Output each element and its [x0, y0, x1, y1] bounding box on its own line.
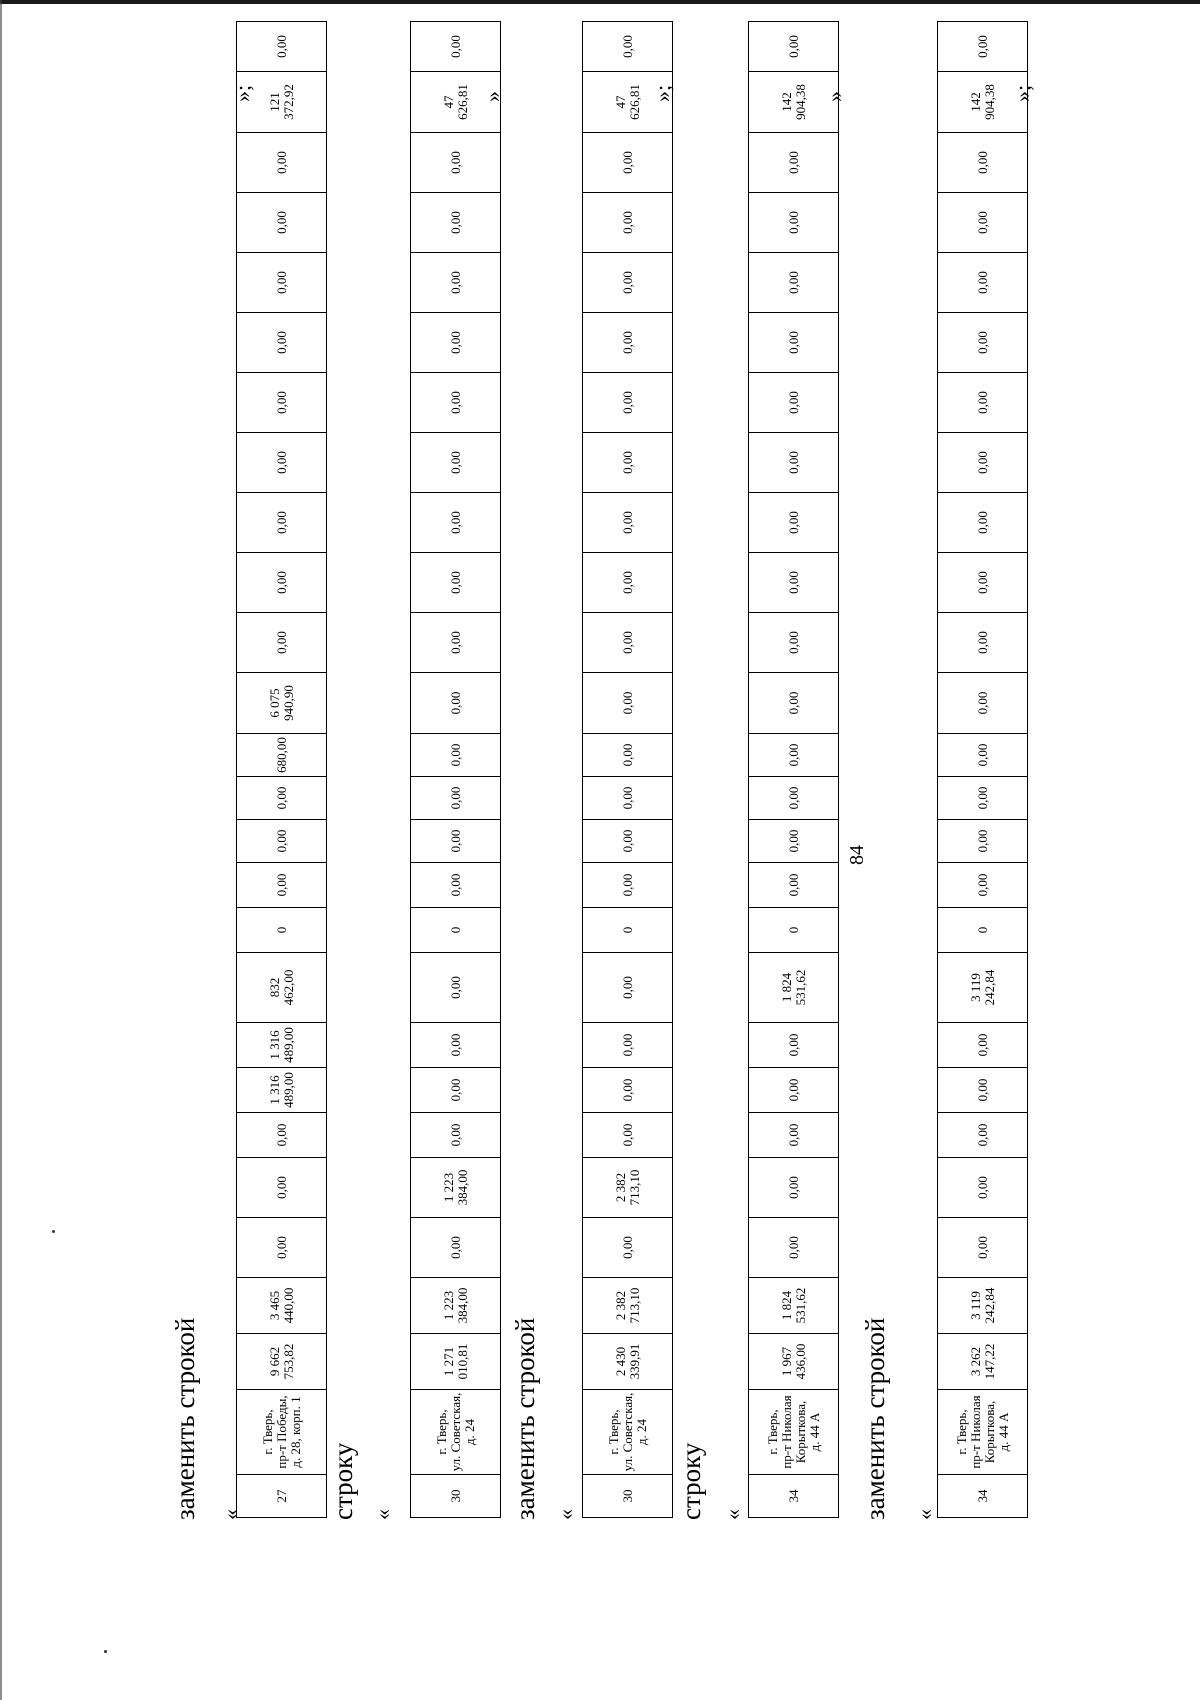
value-cell: 0,00	[749, 193, 839, 253]
value-cell: 0,00	[749, 820, 839, 863]
address-cell: г. Тверь, ул. Советская, д. 24	[411, 1390, 501, 1475]
close-quote: »;	[1010, 84, 1035, 102]
close-quote: »;	[650, 84, 675, 102]
open-quote: «	[553, 1509, 578, 1520]
value-cell: 0,00	[237, 1218, 327, 1278]
row-number-cell: 34	[749, 1475, 839, 1518]
value-cell: 0,00	[237, 253, 327, 313]
block-heading: заменить строкой	[510, 1317, 540, 1520]
value-cell: 0,00	[583, 433, 673, 493]
value-cell: 680,00	[237, 734, 327, 777]
close-quote: »	[822, 91, 847, 102]
value-cell: 0,00	[411, 734, 501, 777]
value-cell: 0,00	[411, 777, 501, 820]
value-cell: 0	[749, 908, 839, 953]
value-cell: 0,00	[411, 820, 501, 863]
value-cell: 0,00	[411, 313, 501, 373]
row-number-cell: 34	[938, 1475, 1028, 1518]
value-cell: 0,00	[237, 493, 327, 553]
value-cell: 0,00	[583, 1113, 673, 1158]
value-cell: 0,00	[411, 22, 501, 72]
value-cell: 0,00	[749, 553, 839, 613]
value-cell: 3 262 147,22	[938, 1334, 1028, 1390]
value-cell: 0,00	[938, 1113, 1028, 1158]
row-table	[410, 21, 501, 1518]
row-table	[748, 21, 839, 1518]
value-cell: 0,00	[237, 22, 327, 72]
value-cell: 0,00	[411, 1218, 501, 1278]
value-cell: 1 967 436,00	[749, 1334, 839, 1390]
value-cell: 0,00	[583, 493, 673, 553]
value-cell: 0,00	[749, 493, 839, 553]
value-cell: 0,00	[411, 193, 501, 253]
value-cell: 1 271 010,81	[411, 1334, 501, 1390]
close-quote: »;	[230, 84, 255, 102]
value-cell: 0,00	[938, 613, 1028, 673]
value-cell: 0,00	[583, 820, 673, 863]
value-cell: 0,00	[583, 313, 673, 373]
value-cell: 0,00	[411, 493, 501, 553]
value-cell: 832 462,00	[237, 953, 327, 1023]
value-cell: 0,00	[938, 433, 1028, 493]
value-cell: 0,00	[938, 493, 1028, 553]
value-cell: 0,00	[938, 820, 1028, 863]
open-quote: «	[370, 1509, 395, 1520]
value-cell: 0,00	[749, 1068, 839, 1113]
open-quote: «	[218, 1509, 243, 1520]
value-cell: 0,00	[237, 863, 327, 908]
value-cell: 0,00	[411, 863, 501, 908]
value-cell: 2 382 713,10	[583, 1158, 673, 1218]
value-cell: 0,00	[583, 553, 673, 613]
value-cell: 0,00	[938, 373, 1028, 433]
address-cell: г. Тверь, пр-т Николая Корыткова, д. 44 А	[749, 1390, 839, 1475]
value-cell: 1 824 531,62	[749, 953, 839, 1023]
open-quote: «	[912, 1509, 937, 1520]
value-cell: 0,00	[583, 1068, 673, 1113]
value-cell: 0,00	[938, 22, 1028, 72]
value-cell: 1 316 489,00	[237, 1023, 327, 1068]
value-cell: 0,00	[583, 613, 673, 673]
block-heading: строку	[328, 1442, 358, 1520]
value-cell: 0,00	[938, 673, 1028, 734]
value-cell: 0	[938, 908, 1028, 953]
value-cell: 0,00	[938, 553, 1028, 613]
value-cell: 0,00	[938, 1218, 1028, 1278]
value-cell: 0,00	[749, 373, 839, 433]
value-cell: 0,00	[237, 553, 327, 613]
value-cell: 0,00	[749, 433, 839, 493]
value-cell: 1 824 531,62	[749, 1278, 839, 1334]
table-row	[583, 22, 673, 1518]
value-cell: 0,00	[237, 1113, 327, 1158]
address-cell: г. Тверь, пр-т Николая Корыткова, д. 44 А	[938, 1390, 1028, 1475]
value-cell: 47 626,81	[411, 72, 501, 133]
value-cell: 0	[583, 908, 673, 953]
block-heading: заменить строкой	[170, 1317, 200, 1520]
value-cell: 1 223 384,00	[411, 1158, 501, 1218]
value-cell: 0,00	[583, 734, 673, 777]
row-number-cell: 30	[583, 1475, 673, 1518]
value-cell: 0,00	[583, 953, 673, 1023]
value-cell: 0,00	[583, 253, 673, 313]
value-cell: 0,00	[411, 133, 501, 193]
value-cell: 0,00	[749, 1218, 839, 1278]
value-cell: 0,00	[938, 863, 1028, 908]
value-cell: 0,00	[237, 193, 327, 253]
value-cell: 0,00	[749, 863, 839, 908]
value-cell: 0,00	[938, 1158, 1028, 1218]
table-row	[938, 22, 1028, 1518]
value-cell: 0,00	[237, 373, 327, 433]
value-cell: 0,00	[583, 1023, 673, 1068]
value-cell: 0,00	[583, 133, 673, 193]
value-cell: 0,00	[237, 613, 327, 673]
value-cell: 3 465 440,00	[237, 1278, 327, 1334]
row-table	[236, 21, 327, 1518]
value-cell: 0,00	[749, 673, 839, 734]
value-cell: 0,00	[411, 433, 501, 493]
value-cell: 3 119 242,84	[938, 953, 1028, 1023]
value-cell: 0,00	[583, 1218, 673, 1278]
value-cell: 9 662 753,82	[237, 1334, 327, 1390]
value-cell: 0,00	[749, 777, 839, 820]
value-cell: 0	[411, 908, 501, 953]
value-cell: 0,00	[237, 1158, 327, 1218]
value-cell: 0,00	[749, 1113, 839, 1158]
address-cell: г. Тверь, ул. Советская, д. 24	[583, 1390, 673, 1475]
value-cell: 0,00	[237, 433, 327, 493]
value-cell: 0,00	[583, 863, 673, 908]
value-cell: 0,00	[938, 734, 1028, 777]
value-cell: 0,00	[583, 777, 673, 820]
value-cell: 0,00	[938, 133, 1028, 193]
row-table	[582, 21, 673, 1518]
open-quote: «	[720, 1509, 745, 1520]
value-cell: 0,00	[237, 820, 327, 863]
table-row	[749, 22, 839, 1518]
value-cell: 1 316 489,00	[237, 1068, 327, 1113]
value-cell: 121 372,92	[237, 72, 327, 133]
value-cell: 142 904,38	[938, 72, 1028, 133]
value-cell: 142 904,38	[749, 72, 839, 133]
address-cell: г. Тверь, пр-т Победы, д. 28, корп. 1	[237, 1390, 327, 1475]
value-cell: 0,00	[411, 953, 501, 1023]
value-cell: 0,00	[237, 313, 327, 373]
value-cell: 0,00	[938, 1068, 1028, 1113]
value-cell: 0,00	[411, 1023, 501, 1068]
value-cell: 47 626,81	[583, 72, 673, 133]
value-cell: 0,00	[938, 193, 1028, 253]
value-cell: 0,00	[749, 1023, 839, 1068]
table-row	[237, 22, 327, 1518]
value-cell: 1 223 384,00	[411, 1278, 501, 1334]
value-cell: 6 075 940,90	[237, 673, 327, 734]
block-heading: строку	[676, 1442, 706, 1520]
value-cell: 3 119 242,84	[938, 1278, 1028, 1334]
page-number: 84	[846, 845, 868, 865]
value-cell: 0,00	[237, 777, 327, 820]
row-table	[937, 21, 1028, 1518]
value-cell: 0,00	[583, 373, 673, 433]
value-cell: 0,00	[411, 373, 501, 433]
block-heading: заменить строкой	[860, 1317, 890, 1520]
value-cell: 0,00	[749, 133, 839, 193]
value-cell: 0,00	[749, 22, 839, 72]
row-number-cell: 30	[411, 1475, 501, 1518]
value-cell: 0	[237, 908, 327, 953]
value-cell: 0,00	[749, 1158, 839, 1218]
value-cell: 0,00	[583, 673, 673, 734]
value-cell: 0,00	[583, 193, 673, 253]
value-cell: 0,00	[749, 313, 839, 373]
value-cell: 0,00	[749, 734, 839, 777]
value-cell: 0,00	[411, 673, 501, 734]
value-cell: 0,00	[938, 777, 1028, 820]
value-cell: 2 430 339,91	[583, 1334, 673, 1390]
value-cell: 0,00	[411, 1068, 501, 1113]
value-cell: 0,00	[411, 253, 501, 313]
value-cell: 0,00	[411, 553, 501, 613]
value-cell: 0,00	[938, 313, 1028, 373]
value-cell: 0,00	[583, 22, 673, 72]
close-quote: »	[480, 91, 505, 102]
value-cell: 0,00	[938, 253, 1028, 313]
row-number-cell: 27	[237, 1475, 327, 1518]
value-cell: 0,00	[411, 613, 501, 673]
value-cell: 0,00	[749, 613, 839, 673]
value-cell: 0,00	[411, 1113, 501, 1158]
value-cell: 2 382 713,10	[583, 1278, 673, 1334]
table-row	[411, 22, 501, 1518]
value-cell: 0,00	[749, 253, 839, 313]
value-cell: 0,00	[237, 133, 327, 193]
value-cell: 0,00	[938, 1023, 1028, 1068]
